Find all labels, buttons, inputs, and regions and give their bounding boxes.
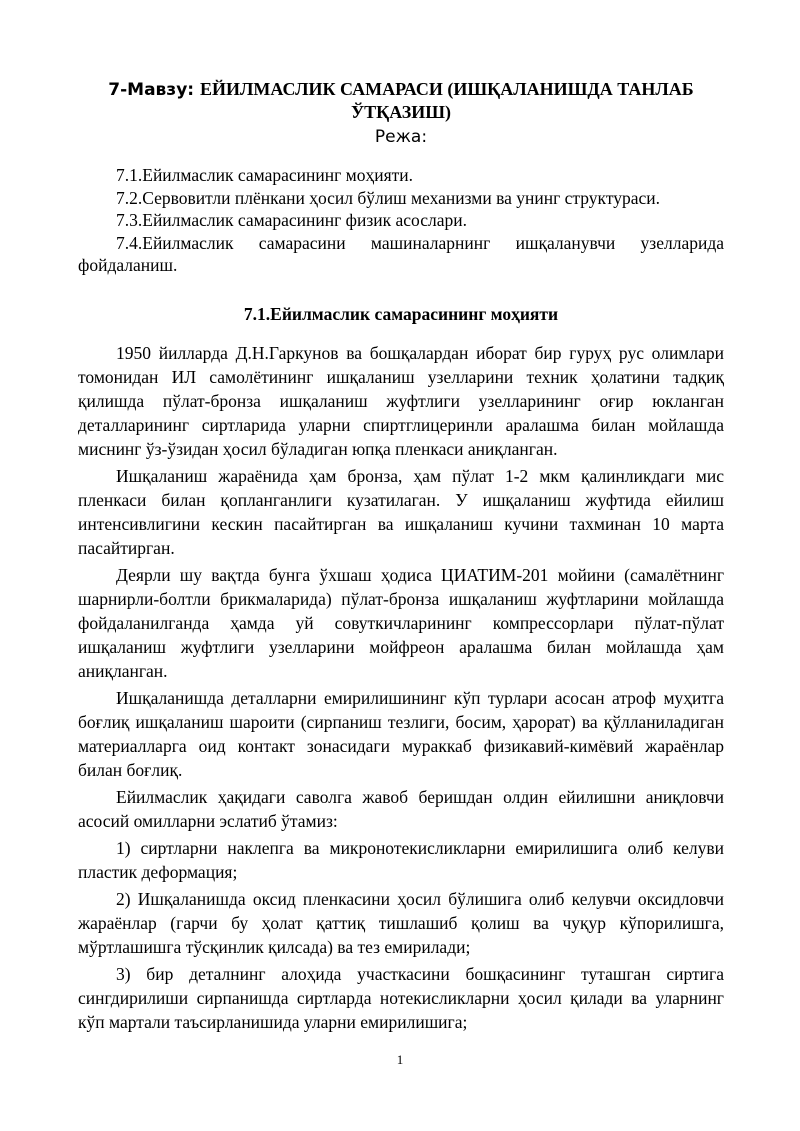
- topic-title-line1: ЕЙИЛМАСЛИК САМАРАСИ (ИШҚАЛАНИШДА ТАНЛАБ: [200, 79, 694, 99]
- section-heading: 7.1.Ейилмаслик самарасининг моҳияти: [243, 303, 559, 324]
- list-paragraph: 1) сиртларни наклепга ва микронотекисликларни емирилишига олиб келуви пластик деформация;: [78, 837, 724, 882]
- list-paragraph: 3) бир деталнинг алоҳида участкасини бошқасининг туташган сиртига сингдирилиши сирпанишда сиртларда нотекисликларни ҳосил қилади ва уларнинг кўп мартали таъсирланишида уларни емирилишига;: [78, 963, 724, 1032]
- paragraph: Ишқаланиш жараёнида ҳам бронза, ҳам пўлат 1-2 мкм қалинликдаги мис пленкаси билан қопланганлиги кузатилаган. У ишқаланиш жуфтида ейилиш интенсивлигини кескин пасайтирган ва ишқаланиш кучини тахминан 10 марта пасайтирган.: [78, 465, 724, 558]
- paragraph: Деярли шу вақтда бунга ўхшаш ҳодиса ЦИАТИМ-201 мойини (самалётнинг шарнирли-болтли брикмаларида) пўлат-бронза ишқаланиш жуфтларини мойлашда фойдаланилганда ҳамда уй совуткичларининг компрессорлари пўлат-пўлат ишқаланиш жуфтлиги узелларини мойфреон аралашма билан мойлашда ҳам аниқланган.: [78, 564, 724, 681]
- page-number: 1: [396, 1052, 404, 1067]
- list-paragraph: 2) Ишқаланишда оксид пленкасини ҳосил бўлишига олиб келувчи оксидловчи жараёнлар (гарчи бу ҳолат қаттиқ тишлашиб қолиш ва чуқур кўпорилишга, мўртлашишга тўсқинлик қилсада) ва тез емирилади;: [78, 888, 724, 957]
- paragraph: 1950 йилларда Д.Н.Гаркунов ва бошқалардан иборат бир гуруҳ рус олимлари томонидан ИЛ самолётининг ишқаланиш узелларини техник ҳолатини тадқиқ қилишда пўлат-бронза ишқаланиш жуфтлиги узелларининг оғир юкланган деталларининг сиртларида уларни спиртглицеринли аралашма билан мойлашда миснинг ўз-ўзидан ҳосил бўладиган юпқа пленкаси аниқланган.: [78, 342, 724, 459]
- plan-item: 7.2.Сервовитли плёнкани ҳосил бўлиш механизми ва унинг структураси.: [116, 187, 661, 208]
- section-content: [78, 341, 724, 1034]
- page-title: [78, 78, 724, 124]
- paragraph: Ишқаланишда деталларни емирилишининг кўп турлари асосан атроф муҳитга боғлиқ ишқаланиш шароити (сирпаниш тезлиги, босим, ҳарорат) ва қўлланиладиган материалларга оид контакт зонасидаги мураккаб физикавий-кимёвий жараёнлар билан боғлиқ.: [78, 687, 724, 780]
- plan-item: 7.3.Ейилмаслик самарасининг физик асослари.: [116, 210, 467, 230]
- document-page: [78, 78, 724, 1034]
- plan-item: 7.1.Ейилмаслик самарасининг моҳияти.: [116, 165, 414, 185]
- plan-heading: Режа:: [374, 127, 428, 147]
- plan-list: [78, 164, 724, 277]
- plan-item: 7.4.Ейилмаслик самарасини машиналарнинг ишқаланувчи узелларида фойдаланиш.: [78, 232, 724, 275]
- topic-label: 7-Мавзу:: [108, 80, 195, 100]
- paragraph: Ейилмаслик ҳақидаги саволга жавоб беришдан олдин ейилишни аниқловчи асосий омилларни эслатиб ўтамиз:: [78, 786, 724, 831]
- topic-title-line2: ЎТҚАЗИШ): [350, 102, 452, 122]
